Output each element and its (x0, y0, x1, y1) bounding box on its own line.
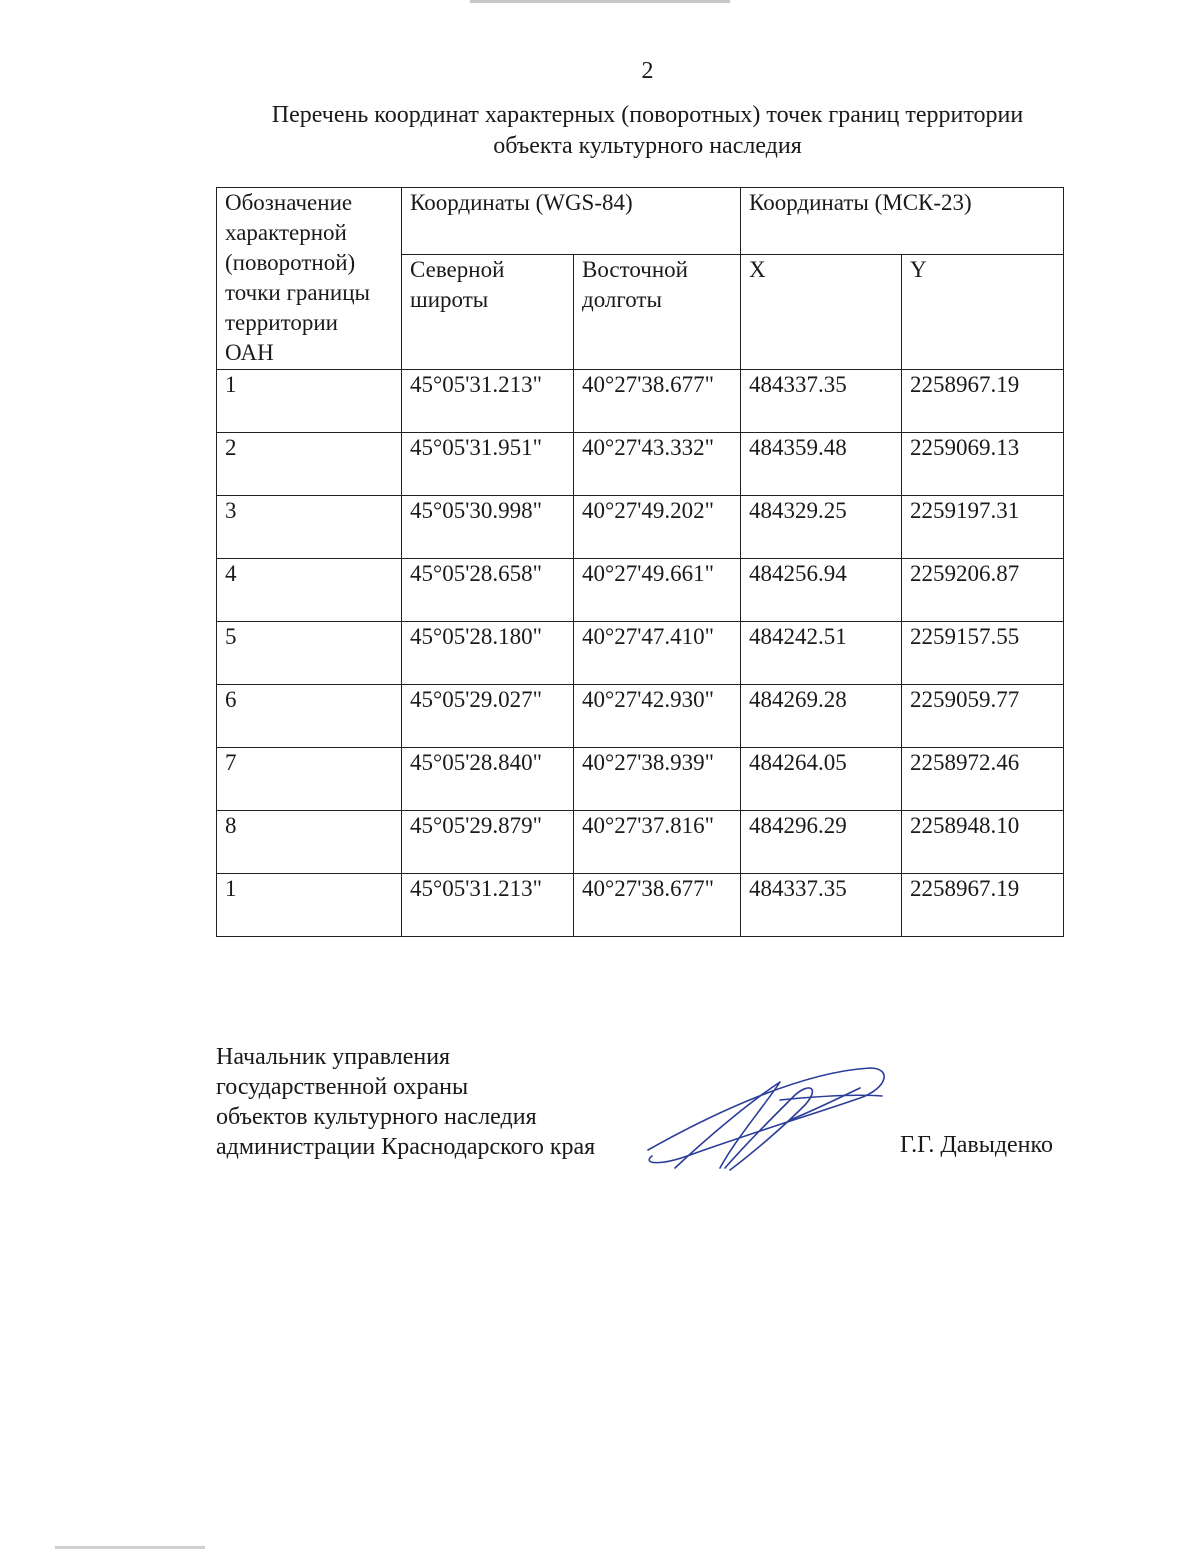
header-point-line: (поворотной) (225, 250, 356, 275)
cell-longitude: 40°27'49.661" (574, 559, 741, 622)
header-row-top (217, 188, 1064, 255)
cell-longitude: 40°27'49.202" (574, 496, 741, 559)
table-row (217, 811, 1064, 874)
header-longitude-line: Восточной (582, 257, 688, 282)
header-point-line: Обозначение (225, 190, 353, 215)
handwritten-signature (630, 1060, 900, 1185)
header-point-designation (217, 188, 402, 370)
cell-x: 484242.51 (741, 622, 902, 685)
signature-stroke (780, 1095, 882, 1100)
cell-longitude: 40°27'38.939" (574, 748, 741, 811)
position-line: администрации Краснодарского края (216, 1134, 596, 1160)
cell-y: 2259157.55 (902, 622, 1064, 685)
cell-x: 484359.48 (741, 433, 902, 496)
header-latitude (402, 255, 574, 370)
table-row (217, 874, 1064, 937)
table-row (217, 496, 1064, 559)
header-latitude-line: Северной (410, 257, 505, 282)
document-title (200, 100, 1095, 162)
table-row (217, 685, 1064, 748)
cell-latitude: 45°05'30.998" (402, 496, 574, 559)
cell-point: 2 (217, 433, 402, 496)
cell-x: 484337.35 (741, 874, 902, 937)
scan-artifact-bottom (55, 1546, 205, 1549)
header-longitude-line: долготы (582, 287, 662, 312)
cell-y: 2259206.87 (902, 559, 1064, 622)
cell-point: 6 (217, 685, 402, 748)
cell-x: 484337.35 (741, 370, 902, 433)
header-x: X (741, 255, 902, 370)
table-row (217, 559, 1064, 622)
cell-point: 4 (217, 559, 402, 622)
signatory-position (216, 1042, 595, 1162)
cell-y: 2258972.46 (902, 748, 1064, 811)
cell-y: 2259059.77 (902, 685, 1064, 748)
table-row (217, 622, 1064, 685)
cell-y: 2258967.19 (902, 874, 1064, 937)
header-wgs84: Координаты (WGS-84) (402, 188, 741, 255)
cell-latitude: 45°05'28.180" (402, 622, 574, 685)
table-row (217, 370, 1064, 433)
cell-x: 484329.25 (741, 496, 902, 559)
cell-point: 1 (217, 874, 402, 937)
cell-longitude: 40°27'37.816" (574, 811, 741, 874)
scan-artifact-top (470, 0, 730, 3)
signature-stroke (790, 1088, 860, 1120)
cell-x: 484256.94 (741, 559, 902, 622)
cell-longitude: 40°27'38.677" (574, 874, 741, 937)
header-point-line: территории (225, 310, 338, 335)
cell-latitude: 45°05'29.879" (402, 811, 574, 874)
header-point-line: характерной (225, 220, 347, 245)
cell-longitude: 40°27'38.677" (574, 370, 741, 433)
header-point-line: ОАН (225, 340, 274, 365)
cell-y: 2258948.10 (902, 811, 1064, 874)
cell-x: 484296.29 (741, 811, 902, 874)
table-row (217, 748, 1064, 811)
cell-y: 2258967.19 (902, 370, 1064, 433)
cell-latitude: 45°05'28.840" (402, 748, 574, 811)
cell-latitude: 45°05'31.213" (402, 370, 574, 433)
header-msk23: Координаты (МСК-23) (741, 188, 1064, 255)
position-line: государственной охраны (216, 1074, 469, 1100)
page-number: 2 (641, 58, 654, 84)
cell-point: 7 (217, 748, 402, 811)
cell-x: 484264.05 (741, 748, 902, 811)
position-line: Начальник управления (216, 1044, 451, 1070)
signature-stroke (648, 1068, 884, 1163)
cell-y: 2259069.13 (902, 433, 1064, 496)
cell-point: 5 (217, 622, 402, 685)
coordinates-table (216, 187, 1064, 937)
position-line: объектов культурного наследия (216, 1104, 537, 1130)
header-point-line: точки границы (225, 280, 370, 305)
header-y: Y (902, 255, 1064, 370)
cell-y: 2259197.31 (902, 496, 1064, 559)
cell-latitude: 45°05'31.951" (402, 433, 574, 496)
cell-longitude: 40°27'42.930" (574, 685, 741, 748)
cell-point: 8 (217, 811, 402, 874)
cell-latitude: 45°05'31.213" (402, 874, 574, 937)
title-line-1: Перечень координат характерных (поворотных) точек границ территории (271, 102, 1024, 128)
cell-x: 484269.28 (741, 685, 902, 748)
cell-longitude: 40°27'47.410" (574, 622, 741, 685)
cell-longitude: 40°27'43.332" (574, 433, 741, 496)
header-latitude-line: широты (410, 287, 489, 312)
signer-name: Г.Г. Давыденко (900, 1132, 1053, 1158)
signature-strokes (648, 1068, 884, 1170)
cell-point: 1 (217, 370, 402, 433)
cell-latitude: 45°05'29.027" (402, 685, 574, 748)
table-row (217, 433, 1064, 496)
title-line-2: объекта культурного наследия (493, 133, 802, 159)
cell-latitude: 45°05'28.658" (402, 559, 574, 622)
cell-point: 3 (217, 496, 402, 559)
header-longitude (574, 255, 741, 370)
